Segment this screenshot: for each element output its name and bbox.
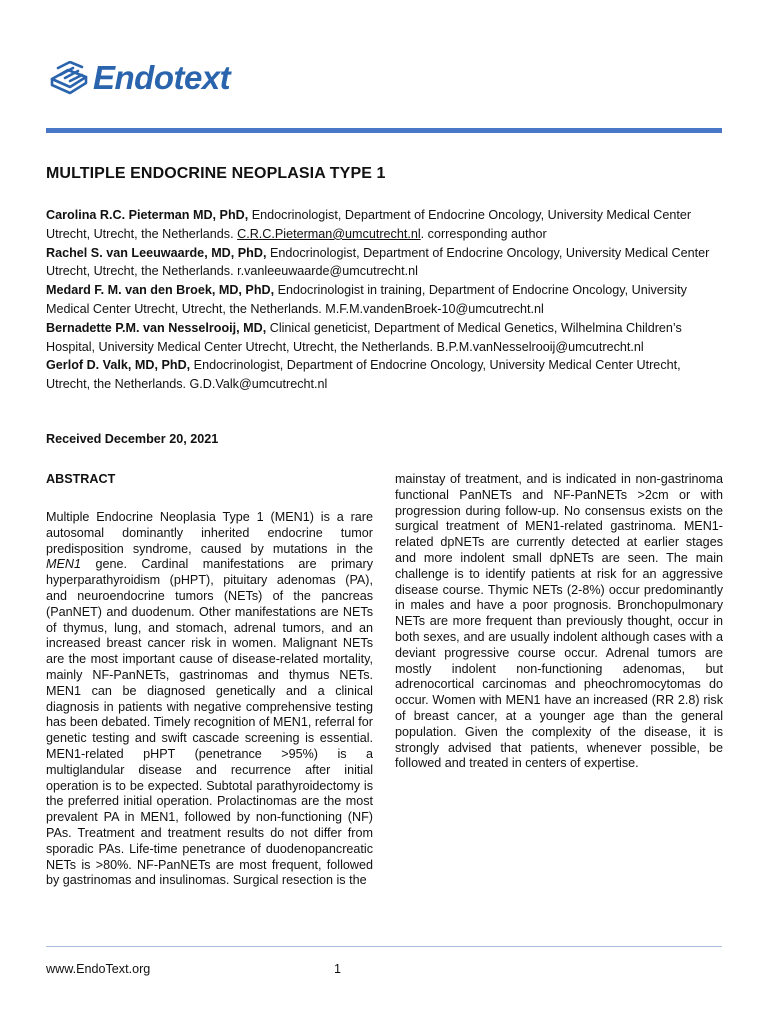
author-entry [46,319,726,357]
author-email-link[interactable]: C.R.C.Pieterman@umcutrecht.nl [237,226,421,241]
author-name: Rachel S. van Leeuwaarde, MD, PhD, [46,245,267,260]
author-affiliation: Endocrinologist, Department of Endocrine Oncology, University Medical Center Utrecht, Utrecht, the Netherlands. G.D.Valk@umcutrecht.nl [46,358,681,392]
author-affiliation: Endocrinologist in training, Department of Endocrine Oncology, University Medical Center Utrecht, Utrecht, the Netherlands. M.F.M.vandenBroek-10@umcutrecht.nl [46,283,687,316]
author-affiliation: Endocrinologist, Department of Endocrine Oncology, University Medical Center Utrecht, Utrecht, the Netherlands. r.vanleeuwaarde@umcutrecht.nl [46,245,710,279]
abstract-text-part: Multiple Endocrine Neoplasia Type 1 (MEN1) is a rare autosomal dominantly inherited endocrine tumor predisposition syndrome, caused by mutations in the [46,510,373,556]
abstract-heading: ABSTRACT [46,472,116,486]
author-affiliation: Clinical geneticist, Department of Medical Genetics, Wilhelmina Children’s Hospital, University Medical Center Utrecht, Utrecht, the Netherlands. B.P.M.vanNesselrooij@umcutrecht.nl [46,320,682,354]
page-title: MULTIPLE ENDOCRINE NEOPLASIA TYPE 1 [46,165,386,182]
footer-url-link[interactable]: www.EndoText.org [46,962,151,976]
logo-text: Endotext [93,59,231,96]
endotext-logo[interactable] [49,58,230,98]
author-entry [46,281,726,319]
received-date: Received December 20, 2021 [46,432,219,446]
abstract-text-part: gene. Cardinal manifestations are primary hyperparathyroidism (pHPT), pituitary adenomas (PA), and neuroendocrine tumors (NETs) of the pancreas (PanNET) and duodenum. Other manifestations are NETs of thymus, lung, and stomach, adrenal tumors, and an increased breast cancer risk in women. Malignant NETs are the most important cause of disease-related mortality, mainly NF-PanNETs, gastrinomas and thymus NETs. MEN1 can be diagnosed genetically and a clinical diagnosis in patients with negative comprehensive testing has been debated. Timely recognition of MEN1, referral for genetic testing and swift cascade screening is essential. MEN1-related pHPT (penetrance >95%) is a multiglandular disease and recurrence after initial operation is to be expected. Subtotal parathyroidectomy is the preferred initial operation. Prolactinomas are the most prevalent PA in MEN1, followed by non-functioning (NF) PAs. Treatment and treatment results do not differ from sporadic PAs. Life-time penetrance of duodenopancreatic NETs is >80%. NF-PanNETs are most frequent, followed by gastrinomas and insulinomas. Surgical resection is the [46,557,373,888]
author-entry [46,206,726,244]
author-entry [46,356,726,394]
author-name: Carolina R.C. Pieterman MD, PhD, [46,208,249,222]
author-affiliation: Endocrinologist, Department of Endocrine Oncology, University Medical Center Utrecht, Utrecht, the Netherlands. [46,208,692,241]
author-entry [46,244,726,282]
author-list [46,206,726,394]
author-name: Gerlof D. Valk, MD, PhD, [46,358,191,373]
page-number: 1 [334,962,342,976]
header-divider [46,128,722,133]
book-icon [49,61,89,95]
author-name: Bernadette P.M. van Nesselrooij, MD, [46,320,267,335]
author-name: Medard F. M. van den Broek, MD, PhD, [46,283,275,298]
footer-divider [46,946,722,947]
abstract-text-right: mainstay of treatment, and is indicated in non-gastrinoma functional PanNETs and NF-PanNETs >2cm or with progression during follow-up. No consensus exists on the surgical treatment of MEN1-related gastrinoma. MEN1-related dpNETs are currently detected at earlier stages and more indolent small dpNETs are seen. The main challenge is to identify patients at risk for an aggressive disease course. Thymic NETs (2-8%) occur predominantly in males and have a poor prognosis. Bronchopulmonary NETs are more frequent than previously thought, occur in both sexes, and are usually indolent although cases with a deviant progressive course occur. Adrenal tumors are mostly indolent non-functioning adenomas, but adrenocortical carcinomas and pheochromocytomas do occur. Women with MEN1 have an increased (RR 2.8) risk of breast cancer, at a younger age than the general population. Given the complexity of the disease, it is strongly advised that patients, whenever possible, be followed and treated in centers of expertise. [395,472,723,771]
gene-name: MEN1 [46,557,81,572]
abstract-text-left [46,510,373,889]
author-note: . corresponding author [420,226,547,241]
